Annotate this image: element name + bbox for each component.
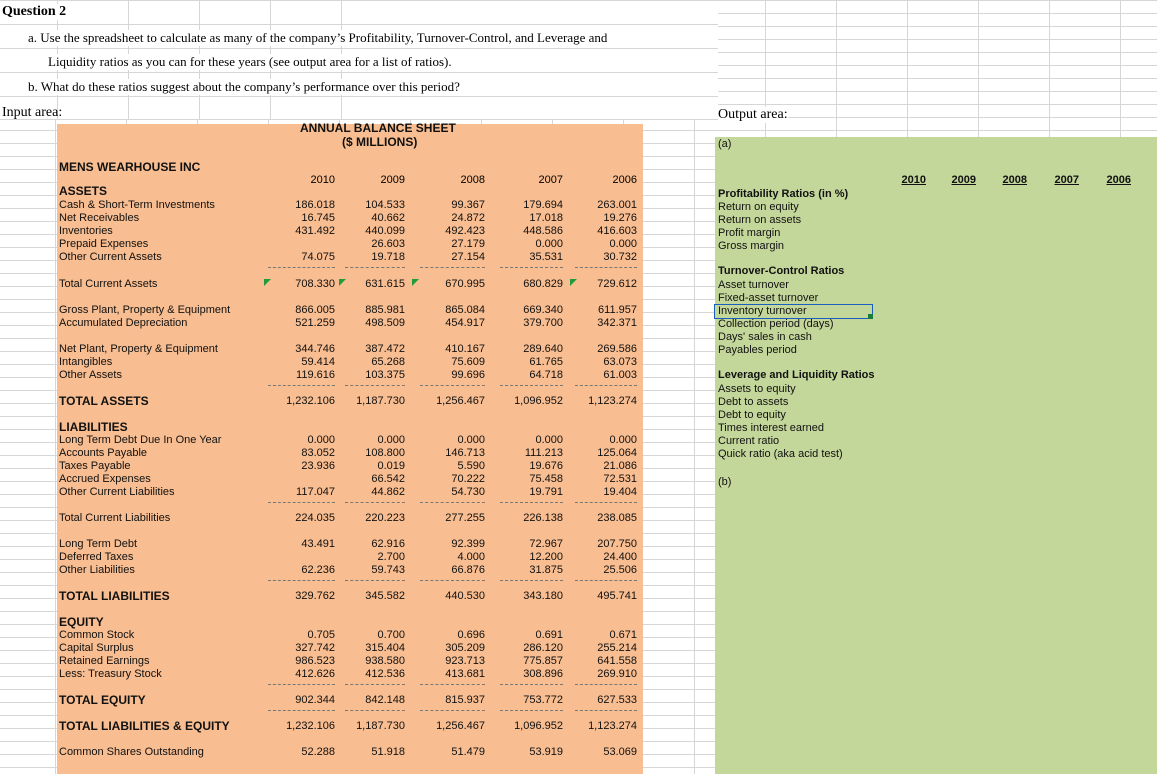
- cell-value[interactable]: 19.791: [529, 486, 563, 498]
- cell-value[interactable]: 226.138: [523, 512, 563, 524]
- cell-value[interactable]: 412.536: [365, 668, 405, 680]
- subtotal-rule: [268, 710, 335, 711]
- cell-value[interactable]: 269.910: [597, 668, 637, 680]
- row-label: Taxes Payable: [59, 460, 131, 472]
- cell-value[interactable]: 379.700: [523, 317, 563, 329]
- row-label: Gross Plant, Property & Equipment: [59, 304, 231, 316]
- ratio-label[interactable]: Gross margin: [718, 240, 785, 252]
- cell-value[interactable]: 938.580: [365, 655, 405, 667]
- cell-value[interactable]: 263.001: [597, 199, 637, 211]
- ratio-label[interactable]: Assets to equity: [718, 383, 796, 395]
- row-label: TOTAL EQUITY: [59, 693, 146, 707]
- subtotal-rule: [575, 385, 637, 386]
- year-header-2006: 2006: [612, 174, 637, 186]
- subtotal-rule: [345, 710, 405, 711]
- cell-value[interactable]: 729.612: [597, 278, 637, 290]
- cell-value[interactable]: 329.762: [295, 590, 335, 602]
- subtotal-rule: [345, 580, 405, 581]
- balance-units: ($ MILLIONS): [342, 135, 418, 149]
- ratio-label[interactable]: Collection period (days): [718, 318, 834, 330]
- row-label: Deferred Taxes: [59, 551, 134, 563]
- cell-value[interactable]: 62.916: [371, 538, 405, 550]
- cell-value[interactable]: 43.491: [301, 538, 335, 550]
- subtotal-rule: [500, 684, 563, 685]
- cell-value[interactable]: 753.772: [523, 694, 563, 706]
- row-label: Other Current Assets: [59, 251, 162, 263]
- cell-value[interactable]: 631.615: [365, 278, 405, 290]
- cell-value[interactable]: 99.367: [451, 199, 485, 211]
- cell-value[interactable]: 19.718: [371, 251, 405, 263]
- cell-value[interactable]: 51.918: [371, 746, 405, 758]
- subtotal-rule: [500, 502, 563, 503]
- cell-value[interactable]: 66.542: [371, 473, 405, 485]
- cell-value[interactable]: 65.268: [371, 356, 405, 368]
- subtotal-rule: [420, 385, 485, 386]
- row-label: Net Receivables: [59, 212, 140, 224]
- ratio-label[interactable]: Payables period: [718, 344, 797, 356]
- cell-value[interactable]: 255.214: [597, 642, 637, 654]
- cell-value[interactable]: 327.742: [295, 642, 335, 654]
- cell-value[interactable]: 104.533: [365, 199, 405, 211]
- cell-value[interactable]: 125.064: [597, 447, 637, 459]
- cell-value[interactable]: 1,232.106: [286, 395, 335, 407]
- cell-value[interactable]: 775.857: [523, 655, 563, 667]
- year-header-2010: 2010: [310, 174, 335, 186]
- row-label: Long Term Debt Due In One Year: [59, 434, 222, 446]
- cell-value[interactable]: 627.533: [597, 694, 637, 706]
- cell-value[interactable]: 179.694: [523, 199, 563, 211]
- cell-value[interactable]: 641.558: [597, 655, 637, 667]
- selected-cell[interactable]: [714, 304, 873, 319]
- subtotal-rule: [575, 684, 637, 685]
- output-area-label: Output area:: [718, 107, 788, 122]
- cell-value[interactable]: 4.000: [457, 551, 485, 563]
- row-label: ASSETS: [59, 184, 108, 198]
- subtotal-rule: [575, 580, 637, 581]
- subtotal-rule: [420, 502, 485, 503]
- cell-value[interactable]: 61.003: [603, 369, 637, 381]
- cell-value[interactable]: 866.005: [295, 304, 335, 316]
- cell-value[interactable]: 108.800: [365, 447, 405, 459]
- cell-value[interactable]: 24.400: [603, 551, 637, 563]
- cell-value[interactable]: 0.000: [307, 434, 335, 446]
- cell-value[interactable]: 1,187.730: [356, 720, 405, 732]
- subtotal-rule: [268, 580, 335, 581]
- cell-value[interactable]: 0.700: [377, 629, 405, 641]
- cell-value[interactable]: 412.626: [295, 668, 335, 680]
- cell-value[interactable]: 75.458: [529, 473, 563, 485]
- row-label: Common Shares Outstanding: [59, 746, 204, 758]
- subtotal-rule: [268, 385, 335, 386]
- output-year-2008: 2008: [1002, 174, 1027, 186]
- row-label: EQUITY: [59, 615, 104, 629]
- cell-value[interactable]: 410.167: [445, 343, 485, 355]
- cell-value[interactable]: 24.872: [451, 212, 485, 224]
- ratio-label[interactable]: Current ratio: [718, 435, 780, 447]
- cell-value[interactable]: 72.531: [603, 473, 637, 485]
- cell-value[interactable]: 1,256.467: [436, 395, 485, 407]
- output-header-area: [714, 0, 1157, 120]
- cell-value[interactable]: 220.223: [365, 512, 405, 524]
- cell-value[interactable]: 1,096.952: [514, 395, 563, 407]
- cell-value[interactable]: 0.705: [307, 629, 335, 641]
- cell-value[interactable]: 815.937: [445, 694, 485, 706]
- cell-value[interactable]: 0.000: [377, 434, 405, 446]
- cell-value[interactable]: 308.896: [523, 668, 563, 680]
- cell-value[interactable]: 1,256.467: [436, 720, 485, 732]
- question-part-b: b. What do these ratios suggest about the company’s performance over this period?: [28, 79, 460, 94]
- cell-value[interactable]: 416.603: [597, 225, 637, 237]
- cell-value[interactable]: 454.917: [445, 317, 485, 329]
- output-year-2010: 2010: [901, 174, 926, 186]
- cell-value[interactable]: 0.000: [609, 238, 637, 250]
- cell-value[interactable]: 62.236: [301, 564, 335, 576]
- row-label: Retained Earnings: [59, 655, 150, 667]
- subtotal-rule: [420, 580, 485, 581]
- cell-value[interactable]: 986.523: [295, 655, 335, 667]
- row-label: LIABILITIES: [59, 420, 128, 434]
- cell-value[interactable]: 2.700: [377, 551, 405, 563]
- subtotal-rule: [345, 267, 405, 268]
- cell-value[interactable]: 923.713: [445, 655, 485, 667]
- cell-value[interactable]: 19.676: [529, 460, 563, 472]
- ratio-label[interactable]: Quick ratio (aka acid test): [718, 448, 843, 460]
- cell-value[interactable]: 440.530: [445, 590, 485, 602]
- ratio-label[interactable]: Times interest earned: [718, 422, 824, 434]
- ratio-label[interactable]: Asset turnover: [718, 279, 789, 291]
- cell-value[interactable]: 669.340: [523, 304, 563, 316]
- cell-value[interactable]: 21.086: [603, 460, 637, 472]
- row-label: Common Stock: [59, 629, 135, 641]
- cell-value[interactable]: 99.696: [451, 369, 485, 381]
- question-part-a-line2: Liquidity ratios as you can for these years (see output area for a list of ratios).: [48, 54, 452, 69]
- cell-value[interactable]: 224.035: [295, 512, 335, 524]
- cell-value[interactable]: 40.662: [371, 212, 405, 224]
- ratio-label[interactable]: Debt to equity: [718, 409, 786, 421]
- question-title: Question 2: [2, 4, 70, 20]
- cell-value[interactable]: 66.876: [451, 564, 485, 576]
- cell-value[interactable]: 27.179: [451, 238, 485, 250]
- row-label: TOTAL LIABILITIES: [59, 589, 170, 603]
- output-year-2007: 2007: [1054, 174, 1079, 186]
- cell-value[interactable]: 1,123.274: [588, 720, 637, 732]
- profitability-header: Profitability Ratios (in %): [718, 188, 849, 200]
- cell-value[interactable]: 59.743: [371, 564, 405, 576]
- subtotal-rule: [500, 580, 563, 581]
- row-label: Accrued Expenses: [59, 473, 151, 485]
- cell-value[interactable]: 19.276: [603, 212, 637, 224]
- balance-title: ANNUAL BALANCE SHEET: [300, 121, 456, 135]
- cell-value[interactable]: 611.957: [598, 304, 637, 316]
- cell-value[interactable]: 111.213: [524, 447, 563, 459]
- cell-value[interactable]: 315.404: [365, 642, 405, 654]
- cell-value[interactable]: 54.730: [451, 486, 485, 498]
- row-label: Other Liabilities: [59, 564, 135, 576]
- ratio-label[interactable]: Debt to assets: [718, 396, 789, 408]
- cell-value[interactable]: 289.640: [523, 343, 563, 355]
- formula-warning-icon[interactable]: [570, 279, 577, 286]
- row-label: TOTAL LIABILITIES & EQUITY: [59, 719, 230, 733]
- cell-value[interactable]: 448.586: [523, 225, 563, 237]
- cell-value[interactable]: 492.423: [445, 225, 485, 237]
- subtotal-rule: [575, 502, 637, 503]
- cell-value[interactable]: 708.330: [295, 278, 335, 290]
- cell-value[interactable]: 0.019: [377, 460, 405, 472]
- cell-value[interactable]: 51.479: [451, 746, 485, 758]
- cell-value[interactable]: 342.371: [597, 317, 637, 329]
- row-label: Inventories: [59, 225, 113, 237]
- cell-value[interactable]: 12.200: [529, 551, 563, 563]
- subtotal-rule: [500, 710, 563, 711]
- cell-value[interactable]: 64.718: [529, 369, 563, 381]
- cell-value[interactable]: 269.586: [597, 343, 637, 355]
- subtotal-rule: [268, 267, 335, 268]
- ratio-label[interactable]: Inventory turnover: [718, 305, 807, 317]
- ratio-label[interactable]: Return on equity: [718, 201, 799, 213]
- cell-value[interactable]: 53.919: [529, 746, 563, 758]
- fill-handle[interactable]: [868, 314, 873, 319]
- cell-value[interactable]: 25.506: [603, 564, 637, 576]
- subtotal-rule: [575, 267, 637, 268]
- cell-value[interactable]: 63.073: [603, 356, 637, 368]
- cell-value[interactable]: 521.259: [295, 317, 335, 329]
- formula-warning-icon[interactable]: [412, 279, 419, 286]
- row-label: Total Current Assets: [59, 278, 158, 290]
- cell-value[interactable]: 305.209: [445, 642, 485, 654]
- output-part-b-label: (b): [718, 476, 732, 488]
- row-label: Long Term Debt: [59, 538, 138, 550]
- cell-value[interactable]: 70.222: [451, 473, 485, 485]
- cell-value[interactable]: 387.472: [365, 343, 405, 355]
- row-label: Capital Surplus: [59, 642, 134, 654]
- cell-value[interactable]: 72.967: [529, 538, 563, 550]
- row-label: Other Assets: [59, 369, 122, 381]
- cell-value[interactable]: 842.148: [365, 694, 405, 706]
- cell-value[interactable]: 498.509: [365, 317, 405, 329]
- row-label: Accounts Payable: [59, 447, 148, 459]
- cell-value[interactable]: 0.000: [609, 434, 637, 446]
- cell-value[interactable]: 0.671: [609, 629, 637, 641]
- cell-value[interactable]: 1,187.730: [356, 395, 405, 407]
- cell-value[interactable]: 1,123.274: [588, 395, 637, 407]
- question-part-a-line1: a. Use the spreadsheet to calculate as many of the company’s Profitability, Turnover-Control, and Leverage and: [28, 30, 608, 45]
- subtotal-rule: [420, 684, 485, 685]
- row-label: Total Current Liabilities: [59, 512, 171, 524]
- cell-value[interactable]: 19.404: [603, 486, 637, 498]
- formula-warning-icon[interactable]: [264, 279, 271, 286]
- cell-value[interactable]: 61.765: [529, 356, 563, 368]
- cell-value[interactable]: 117.047: [296, 486, 335, 498]
- cell-value[interactable]: 75.609: [451, 356, 485, 368]
- year-header-2008: 2008: [460, 174, 485, 186]
- cell-value[interactable]: 119.616: [296, 369, 335, 381]
- ratio-label[interactable]: Return on assets: [718, 214, 802, 226]
- cell-value[interactable]: 92.399: [451, 538, 485, 550]
- cell-value[interactable]: 865.084: [445, 304, 485, 316]
- row-label: Other Current Liabilities: [59, 486, 175, 498]
- row-label: Accumulated Depreciation: [59, 317, 188, 329]
- cell-value[interactable]: 238.085: [597, 512, 637, 524]
- year-header-2009: 2009: [380, 174, 405, 186]
- input-area-label: Input area:: [2, 105, 63, 120]
- turnover-header: Turnover-Control Ratios: [718, 265, 845, 277]
- subtotal-rule: [345, 684, 405, 685]
- subtotal-rule: [420, 710, 485, 711]
- cell-value[interactable]: 207.750: [597, 538, 637, 550]
- cell-value[interactable]: 277.255: [445, 512, 485, 524]
- cell-value[interactable]: 440.099: [365, 225, 405, 237]
- cell-value[interactable]: 44.862: [371, 486, 405, 498]
- cell-value[interactable]: 26.603: [371, 238, 405, 250]
- row-label: Prepaid Expenses: [59, 238, 149, 250]
- cell-value[interactable]: 413.681: [445, 668, 485, 680]
- cell-value[interactable]: 31.875: [529, 564, 563, 576]
- subtotal-rule: [268, 684, 335, 685]
- subtotal-rule: [268, 502, 335, 503]
- row-label: Intangibles: [59, 356, 113, 368]
- cell-value[interactable]: 186.018: [295, 199, 335, 211]
- cell-value[interactable]: 27.154: [451, 251, 485, 263]
- cell-value[interactable]: 74.075: [301, 251, 335, 263]
- cell-value[interactable]: 431.492: [295, 225, 335, 237]
- cell-value[interactable]: 146.713: [445, 447, 485, 459]
- cell-value[interactable]: 343.180: [523, 590, 563, 602]
- output-year-2006: 2006: [1106, 174, 1131, 186]
- cell-value[interactable]: 35.531: [529, 251, 563, 263]
- row-label: TOTAL ASSETS: [59, 394, 149, 408]
- cell-value[interactable]: 103.375: [365, 369, 405, 381]
- output-year-2009: 2009: [951, 174, 976, 186]
- row-label: Cash & Short-Term Investments: [59, 199, 215, 211]
- ratio-label[interactable]: Profit margin: [718, 227, 781, 239]
- subtotal-rule: [500, 267, 563, 268]
- subtotal-rule: [345, 385, 405, 386]
- subtotal-rule: [575, 710, 637, 711]
- cell-value[interactable]: 495.741: [597, 590, 637, 602]
- cell-value[interactable]: 902.344: [295, 694, 335, 706]
- cell-value[interactable]: 16.745: [301, 212, 335, 224]
- cell-value[interactable]: 0.000: [535, 434, 563, 446]
- cell-value[interactable]: 30.732: [603, 251, 637, 263]
- subtotal-rule: [420, 267, 485, 268]
- cell-value[interactable]: 0.696: [457, 629, 485, 641]
- cell-value[interactable]: 52.288: [301, 746, 335, 758]
- subtotal-rule: [500, 385, 563, 386]
- cell-value[interactable]: 885.981: [365, 304, 405, 316]
- ratio-label[interactable]: Days' sales in cash: [718, 331, 812, 343]
- cell-value[interactable]: 345.582: [365, 590, 405, 602]
- row-label: Less: Treasury Stock: [59, 668, 162, 680]
- cell-value[interactable]: 0.000: [535, 238, 563, 250]
- subtotal-rule: [345, 502, 405, 503]
- cell-value[interactable]: 0.000: [457, 434, 485, 446]
- row-label: Net Plant, Property & Equipment: [59, 343, 218, 355]
- ratio-label[interactable]: Fixed-asset turnover: [718, 292, 819, 304]
- cell-value[interactable]: 83.052: [301, 447, 335, 459]
- cell-value[interactable]: 17.018: [529, 212, 563, 224]
- cell-value[interactable]: 1,232.106: [286, 720, 335, 732]
- output-part-a-label: (a): [718, 138, 732, 150]
- cell-value[interactable]: 286.120: [523, 642, 563, 654]
- company-name: MENS WEARHOUSE INC: [59, 160, 201, 174]
- leverage-header: Leverage and Liquidity Ratios: [718, 369, 875, 381]
- cell-value[interactable]: 59.414: [301, 356, 335, 368]
- cell-value[interactable]: 1,096.952: [514, 720, 563, 732]
- cell-value[interactable]: 680.829: [523, 278, 563, 290]
- cell-value[interactable]: 53.069: [603, 746, 637, 758]
- cell-value[interactable]: 23.936: [301, 460, 335, 472]
- cell-value[interactable]: 5.590: [457, 460, 485, 472]
- cell-value[interactable]: 344.746: [295, 343, 335, 355]
- cell-value[interactable]: 670.995: [445, 278, 485, 290]
- year-header-2007: 2007: [538, 174, 563, 186]
- cell-value[interactable]: 0.691: [535, 629, 563, 641]
- formula-warning-icon[interactable]: [339, 279, 346, 286]
